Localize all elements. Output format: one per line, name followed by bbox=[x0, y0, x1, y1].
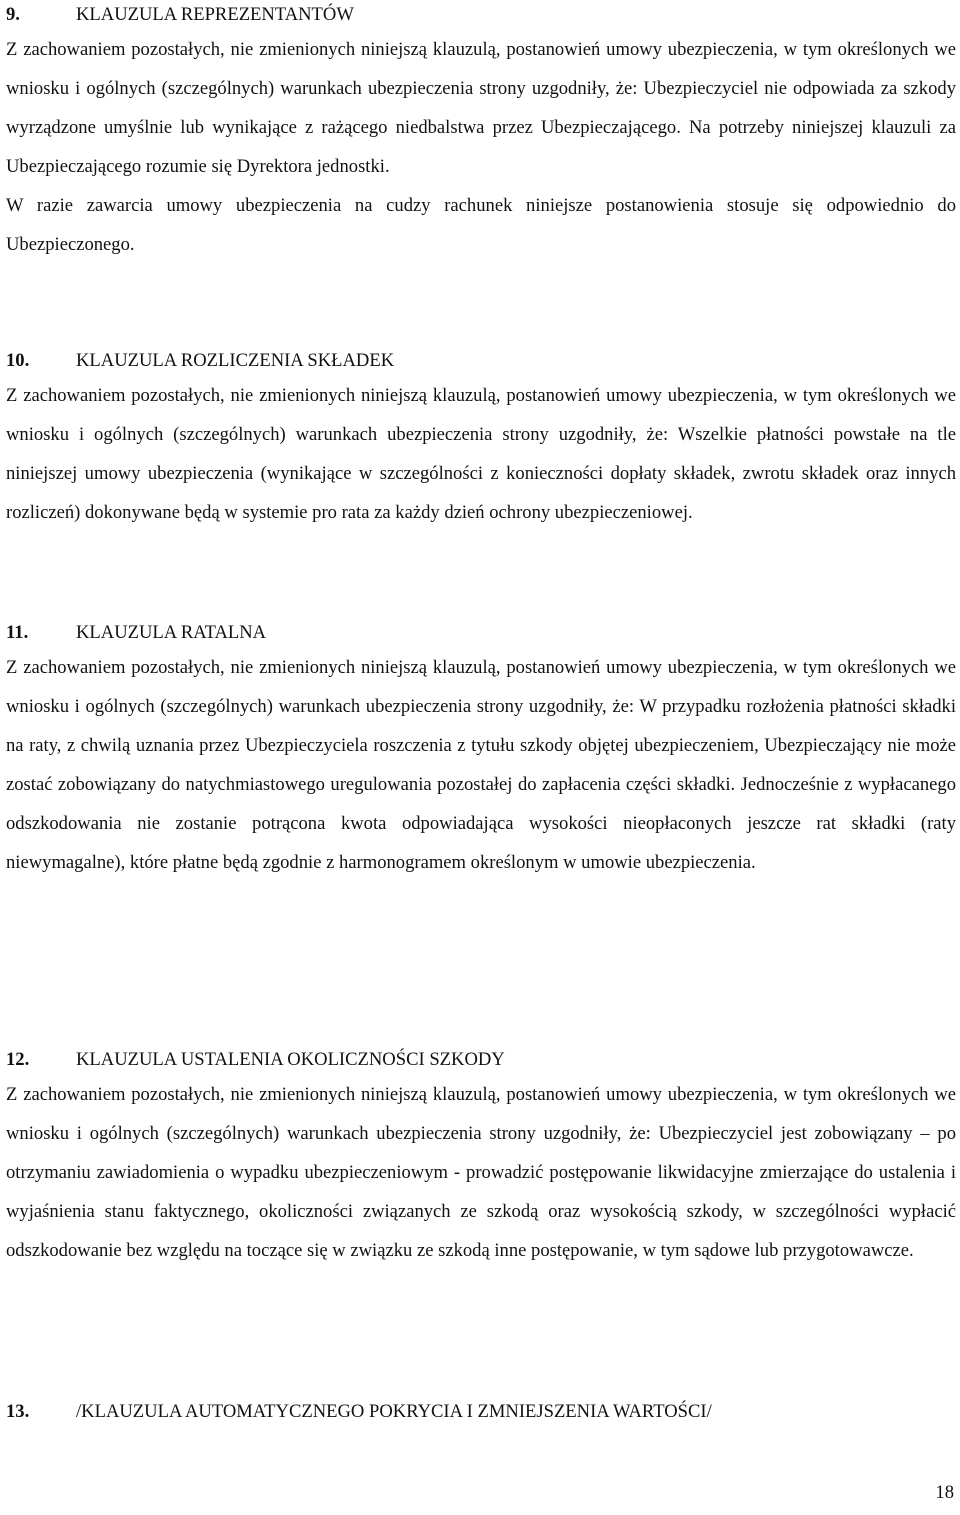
section-paragraph: Z zachowaniem pozostałych, nie zmienionych niniejszą klauzulą, postanowień umowy ubezpieczenia, w tym określonych we wniosku i ogólnych (szczególnych) warunkach ubezpieczenia strony uzgodniły, że: Wszelkie płatności powstałe na tle niniejszej umowy ubezpieczenia (wynikające w szczególności z konieczności dopłaty składek, zwrotu składek oraz innych rozliczeń) dokonywane będą w systemie pro rata za każdy dzień ochrony ubezpieczeniowej. bbox=[6, 385, 956, 523]
section-title: KLAUZULA RATALNA bbox=[76, 622, 267, 643]
section-title: KLAUZULA ROZLICZENIA SKŁADEK bbox=[76, 350, 395, 371]
section-number: 11. bbox=[6, 622, 29, 643]
section-title: KLAUZULA USTALENIA OKOLICZNOŚCI SZKODY bbox=[76, 1049, 505, 1070]
section-12 bbox=[6, 1045, 956, 1270]
section-number: 9. bbox=[6, 4, 20, 25]
section-11 bbox=[6, 618, 956, 882]
section-heading bbox=[6, 1045, 956, 1075]
section-paragraph: Z zachowaniem pozostałych, nie zmienionych niniejszą klauzulą, postanowień umowy ubezpieczenia, w tym określonych we wniosku i ogólnych (szczególnych) warunkach ubezpieczenia strony uzgodniły, że: Ubezpieczyciel jest zobowiązany – po otrzymaniu zawiadomienia o wypadku ubezpieczeniowym - prowadzić postępowanie likwidacyjne zmierzające do ustalenia i wyjaśnienia stanu faktycznego, okoliczności związanych ze szkodą oraz wysokością szkody, w szczególności wypłacić odszkodowanie bez względu na toczące się w związku ze szkodą inne postępowanie, w tym sądowe lub przygotowawcze. bbox=[6, 1084, 956, 1261]
section-heading bbox=[6, 0, 956, 30]
section-10 bbox=[6, 346, 956, 532]
section-heading bbox=[6, 618, 956, 648]
section-number: 10. bbox=[6, 350, 30, 371]
section-paragraph: Z zachowaniem pozostałych, nie zmienionych niniejszą klauzulą, postanowień umowy ubezpieczenia, w tym określonych we wniosku i ogólnych (szczególnych) warunkach ubezpieczenia strony uzgodniły, że: Ubezpieczyciel nie odpowiada za szkody wyrządzone umyślnie lub wynikające z rażącego niedbalstwa przez Ubezpieczającego. Na potrzeby niniejszej klauzuli za Ubezpieczającego rozumie się Dyrektora jednostki. bbox=[6, 39, 956, 177]
section-number: 12. bbox=[6, 1049, 30, 1070]
page-number: 18 bbox=[935, 1482, 954, 1503]
section-9 bbox=[6, 0, 956, 264]
section-heading bbox=[6, 346, 956, 376]
section-number: 13. bbox=[6, 1401, 30, 1422]
section-13 bbox=[6, 1397, 956, 1427]
section-title: KLAUZULA REPREZENTANTÓW bbox=[76, 4, 354, 25]
section-paragraph: Z zachowaniem pozostałych, nie zmienionych niniejszą klauzulą, postanowień umowy ubezpieczenia, w tym określonych we wniosku i ogólnych (szczególnych) warunkach ubezpieczenia strony uzgodniły, że: W przypadku rozłożenia płatności składki na raty, z chwilą uznania przez Ubezpieczyciela roszczenia z tytułu szkody objętej ubezpieczeniem, Ubezpieczający nie może zostać zobowiązany do natychmiastowego uregulowania pozostałej do zapłacenia części składki. Jednocześnie z wypłacanego odszkodowania nie zostanie potrącona kwota odpowiadająca wysokości nieopłaconych jeszcze rat składki (raty niewymagalne), które płatne będą zgodnie z harmonogramem określonym w umowie ubezpieczenia. bbox=[6, 657, 956, 873]
section-paragraph: W razie zawarcia umowy ubezpieczenia na cudzy rachunek niniejsze postanowienia stosuje się odpowiednio do Ubezpieczonego. bbox=[6, 195, 956, 255]
section-title: /KLAUZULA AUTOMATYCZNEGO POKRYCIA I ZMNIEJSZENIA WARTOŚCI/ bbox=[76, 1401, 712, 1422]
section-heading bbox=[6, 1397, 956, 1427]
